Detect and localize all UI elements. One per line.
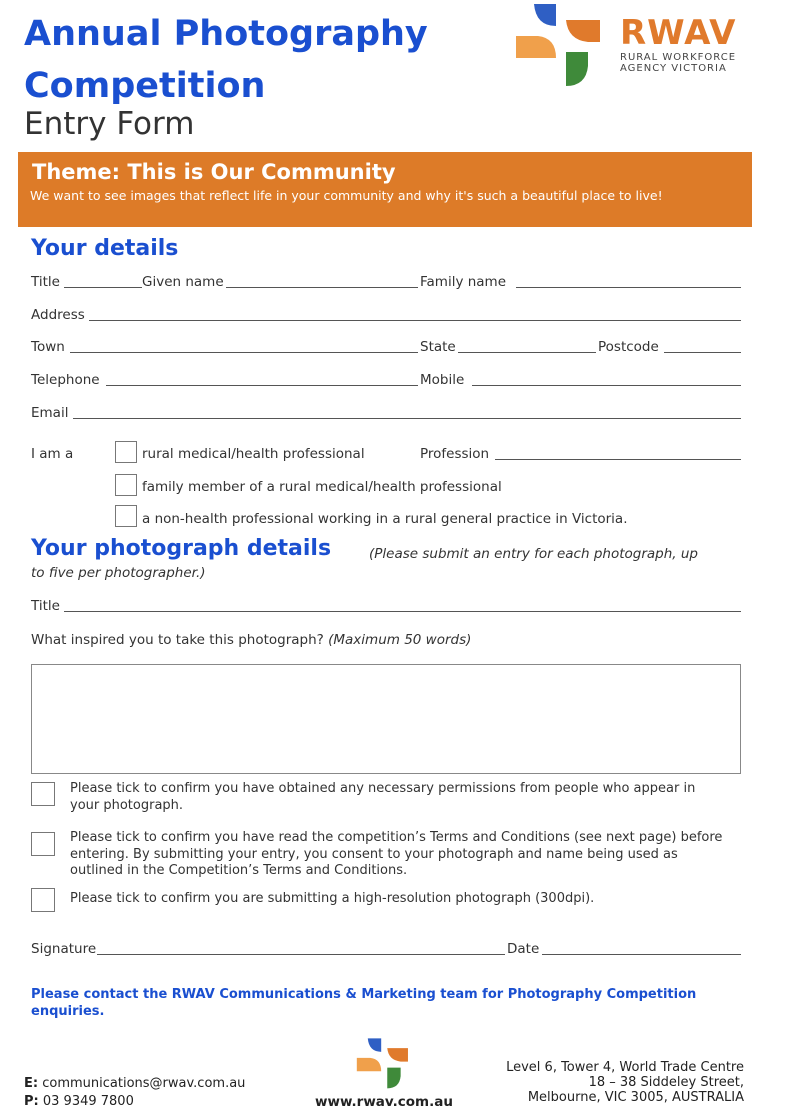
town-label: Town <box>31 339 65 355</box>
photo-title-label: Title <box>31 598 60 614</box>
address-label: Address <box>31 307 85 323</box>
email-field[interactable] <box>73 418 741 419</box>
contact-line-2: enquiries. <box>31 1004 105 1019</box>
address-line-1: Level 6, Tower 4, World Trade Centre <box>506 1060 744 1075</box>
option-family-member-label: family member of a rural medical/health professional <box>142 479 502 495</box>
terms-text <box>70 830 722 880</box>
theme-banner <box>18 152 752 227</box>
photo-note-line-2: to five per photographer.) <box>31 565 206 581</box>
inspired-label: What inspired you to take this photograph? <box>31 632 324 648</box>
profession-label: Profession <box>420 446 490 462</box>
town-field[interactable] <box>70 352 418 353</box>
rwav-logo-icon <box>512 0 606 92</box>
title-line-1: Annual Photography <box>24 14 428 54</box>
details-heading: Your details <box>31 236 179 261</box>
photo-heading: Your photograph details <box>31 536 332 561</box>
address-line-2: 18 – 38 Siddeley Street, <box>588 1075 744 1090</box>
family-name-label: Family name <box>420 274 507 290</box>
email-prefix: E: <box>24 1076 39 1091</box>
terms-line-1: Please tick to confirm you have read the competition’s Terms and Conditions (see next page) before <box>70 830 723 845</box>
title-field[interactable] <box>64 287 142 288</box>
address-field[interactable] <box>89 320 741 321</box>
resolution-text: Please tick to confirm you are submitting a high-resolution photograph (300dpi). <box>70 891 595 906</box>
state-field[interactable] <box>458 352 596 353</box>
inspired-question <box>31 632 471 648</box>
option-non-health-checkbox[interactable] <box>115 505 137 527</box>
inspiration-textarea[interactable] <box>31 664 741 774</box>
rwav-logo <box>620 14 736 74</box>
postcode-label: Postcode <box>598 339 659 355</box>
logo-line-2: AGENCY VICTORIA <box>620 63 727 74</box>
footer-phone <box>24 1094 134 1109</box>
family-name-field[interactable] <box>516 287 741 288</box>
terms-checkbox[interactable] <box>31 832 55 856</box>
email-label: Email <box>31 405 69 421</box>
phone-value: 03 9349 7800 <box>42 1094 134 1109</box>
footer-email <box>24 1076 245 1091</box>
signature-label: Signature <box>31 941 97 957</box>
date-label: Date <box>507 941 540 957</box>
option-family-member-checkbox[interactable] <box>115 474 137 496</box>
email-value[interactable]: communications@rwav.com.au <box>42 1076 246 1091</box>
logo-name: RWAV <box>620 13 737 53</box>
website-link[interactable]: www.rwav.com.au <box>315 1094 453 1110</box>
footer-address <box>506 1060 744 1105</box>
address-line-3: Melbourne, VIC 3005, AUSTRALIA <box>527 1090 744 1105</box>
phone-prefix: P: <box>24 1094 39 1109</box>
theme-heading: Theme: This is Our Community <box>32 160 396 184</box>
permissions-checkbox[interactable] <box>31 782 55 806</box>
theme-text: We want to see images that reflect life in your community and why it's such a beautiful place to live! <box>30 188 663 203</box>
mobile-field[interactable] <box>472 385 741 386</box>
permissions-line-1: Please tick to confirm you have obtained any necessary permissions from people who appear in <box>70 781 696 796</box>
title-label: Title <box>31 274 60 290</box>
page-title <box>24 8 428 112</box>
state-label: State <box>420 339 456 355</box>
photo-title-field[interactable] <box>64 611 741 612</box>
permissions-line-2: your photograph. <box>70 797 184 813</box>
option-non-health-label: a non-health professional working in a rural general practice in Victoria. <box>142 511 628 527</box>
postcode-field[interactable] <box>664 352 741 353</box>
inspired-note: (Maximum 50 words) <box>328 632 472 648</box>
terms-line-3: outlined in the Competition’s Terms and Conditions. <box>70 863 408 878</box>
logo-line-1: RURAL WORKFORCE <box>620 52 737 63</box>
mobile-label: Mobile <box>420 372 465 388</box>
i-am-a-label: I am a <box>31 446 74 462</box>
page-subtitle: Entry Form <box>24 106 195 142</box>
contact-line-1: Please contact the RWAV Communications & Marketing team for Photography Competition <box>31 987 697 1002</box>
signature-field[interactable] <box>97 954 505 955</box>
telephone-field[interactable] <box>106 385 418 386</box>
title-line-2: Competition <box>24 66 266 106</box>
contact-note <box>31 986 749 1020</box>
telephone-label: Telephone <box>31 372 100 388</box>
terms-line-2: entering. By submitting your entry, you consent to your photograph and name being used as <box>70 846 678 862</box>
profession-field[interactable] <box>495 459 741 460</box>
resolution-checkbox[interactable] <box>31 888 55 912</box>
given-name-field[interactable] <box>226 287 418 288</box>
option-health-professional-checkbox[interactable] <box>115 441 137 463</box>
given-name-label: Given name <box>142 274 224 290</box>
permissions-text <box>70 781 695 814</box>
option-health-professional-label: rural medical/health professional <box>142 446 365 462</box>
date-field[interactable] <box>542 954 741 955</box>
photo-note-line-1: (Please submit an entry for each photograph, up <box>369 546 698 562</box>
footer-logo-icon <box>354 1036 412 1092</box>
